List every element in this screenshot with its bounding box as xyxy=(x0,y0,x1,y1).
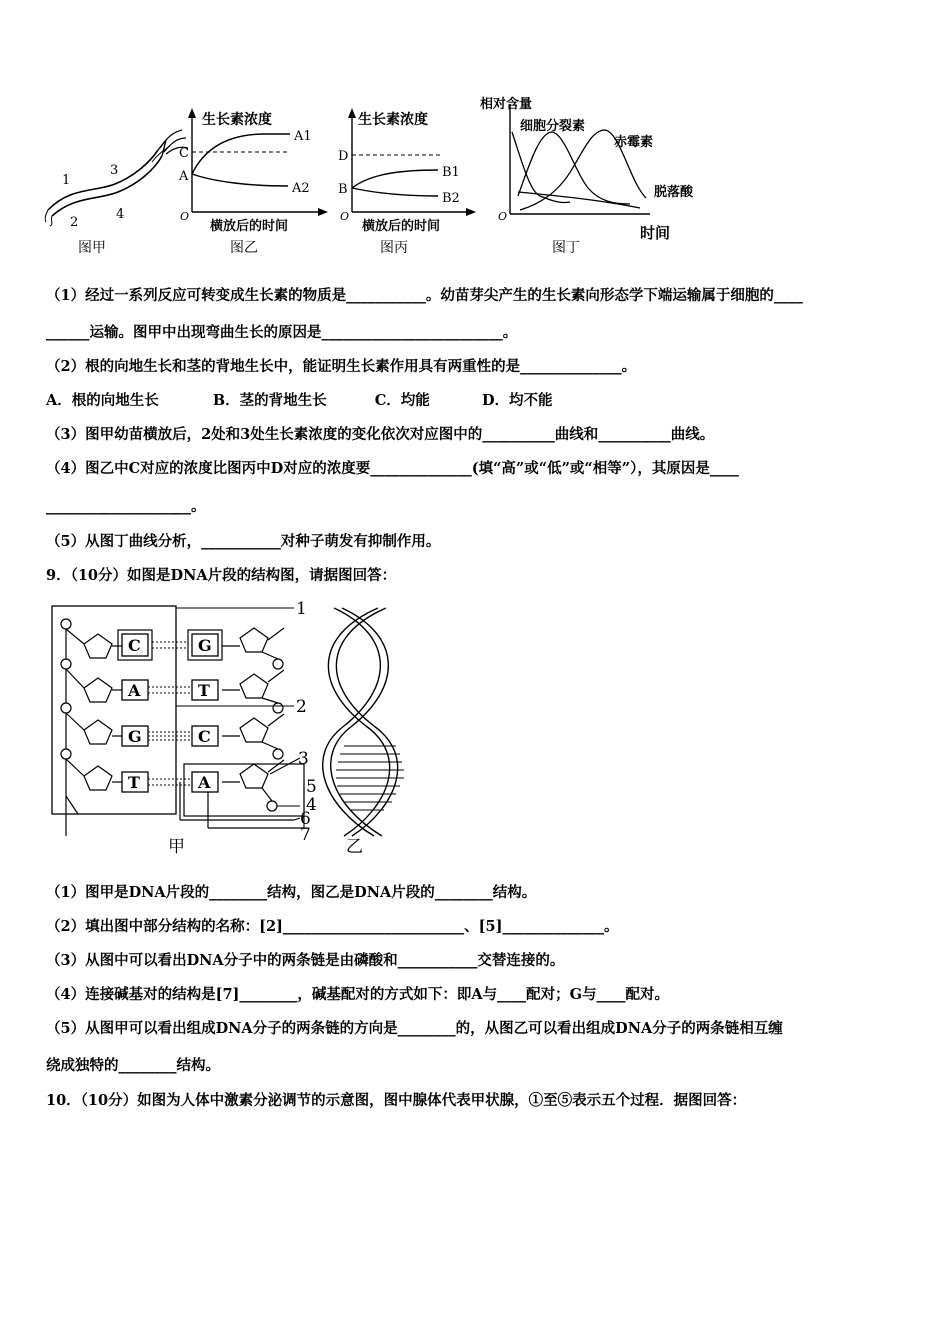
seedling-label-3: 3 xyxy=(110,163,119,178)
chart-yi-xlabel: 横放后的时间 xyxy=(210,219,289,234)
q8-option-a: A．根的向地生长 xyxy=(46,392,159,409)
caption-jia-dna: 甲 xyxy=(168,837,185,857)
chart-bing-tick-b: B xyxy=(338,182,348,197)
caption-bing: 图丙 xyxy=(380,240,408,256)
chart-ding-curve-aba: 脱落酸 xyxy=(654,185,694,200)
chart-yi-curve-a2: A2 xyxy=(292,181,310,196)
chart-yi-tick-c: C xyxy=(179,146,189,161)
label-4: 4 xyxy=(306,795,317,815)
q9-line-5: （5）从图甲可以看出组成DNA分子的两条链的方向是________的，从图乙可以看出组成DNA分子的两条链相互缠 xyxy=(46,1020,783,1037)
chart-yi-curve-a1: A1 xyxy=(294,129,312,144)
seedling-label-1: 1 xyxy=(62,173,71,188)
left-base-2: A xyxy=(128,681,141,700)
q9-line-1: （1）图甲是DNA片段的________结构，图乙是DNA片段的________结构。 xyxy=(46,884,537,901)
q10-title: 10．（10分）如图为人体中激素分泌调节的示意图，图中腺体代表甲状腺，①至⑤表示五个过程．据图回答： xyxy=(46,1092,747,1109)
q9-line-6: 绕成独特的________结构。 xyxy=(46,1057,220,1074)
label-2: 2 xyxy=(296,697,307,717)
label-1: 1 xyxy=(296,599,307,619)
q8-option-c: C．均能 xyxy=(374,392,430,409)
q8-line-5: （3）图甲幼苗横放后，2处和3处生长素浓度的变化依次对应图中的__________曲线和__________曲线。 xyxy=(46,426,715,443)
q8-line-2: ______运输。图甲中出现弯曲生长的原因是_________________________。 xyxy=(46,324,518,341)
left-base-boxes xyxy=(122,634,148,792)
q9-title: 9．（10分）如图是DNA片段的结构图，请据图回答： xyxy=(46,567,397,584)
label-6: 6 xyxy=(300,809,311,829)
caption-yi: 图乙 xyxy=(230,240,258,256)
caption-yi-dna: 乙 xyxy=(346,837,363,857)
chart-yi-tick-a: A xyxy=(179,169,189,184)
q9-line-4: （4）连接碱基对的结构是[7]________，碱基配对的方式如下：即A与____配对；G与____配对。 xyxy=(46,986,670,1003)
chart-ding-ylabel: 相对含量 xyxy=(480,97,533,112)
chart-bing-curve-b1: B1 xyxy=(442,165,460,180)
caption-ding: 图丁 xyxy=(552,240,580,256)
dna-structure-figure xyxy=(44,596,424,858)
right-base-3: C xyxy=(198,727,211,746)
helix-rungs xyxy=(336,746,404,810)
right-base-2: T xyxy=(198,681,210,700)
caption-jia: 图甲 xyxy=(78,240,106,256)
label-5: 5 xyxy=(306,777,317,797)
q8-option-d: D．均不能 xyxy=(481,392,553,409)
right-base-boxes xyxy=(192,634,218,792)
chart-bing-curve-b2: B2 xyxy=(442,191,460,206)
chart-bing-ylabel: 生长素浓度 xyxy=(358,112,428,128)
label-7: 7 xyxy=(300,825,311,845)
seedling-label-4: 4 xyxy=(116,207,125,222)
chart-yi-origin: O xyxy=(180,210,190,223)
q8-option-b: B．茎的背地生长 xyxy=(212,392,327,409)
chart-bing-xlabel: 横放后的时间 xyxy=(362,219,441,234)
chart-bing-origin: O xyxy=(340,210,350,223)
plant-hormone-figure xyxy=(40,92,740,262)
q8-line-1: （1）经过一系列反应可转变成生长素的物质是___________。幼苗芽尖产生的生长素向形态学下端运输属于细胞的____ xyxy=(46,287,803,304)
q8-line-3: （2）根的向地生长和茎的背地生长中，能证明生长素作用具有两重性的是______________。 xyxy=(46,358,637,375)
left-base-4: T xyxy=(128,773,140,792)
q8-line-8: （5）从图丁曲线分析，___________对种子萌发有抑制作用。 xyxy=(46,533,441,550)
chart-ding-origin: O xyxy=(498,210,508,223)
chart-ding-curve-gibberellin: 赤霉素 xyxy=(614,135,654,150)
right-strand xyxy=(222,628,284,811)
left-base-3: G xyxy=(128,727,142,746)
right-base-4: A xyxy=(198,773,211,792)
chart-ding-curve-cytokinin: 细胞分裂素 xyxy=(520,119,586,134)
right-base-1: G xyxy=(198,636,212,655)
chart-yi-ylabel: 生长素浓度 xyxy=(202,112,272,128)
q9-line-3: （3）从图中可以看出DNA分子中的两条链是由磷酸和___________交替连接的。 xyxy=(46,952,565,969)
left-strand xyxy=(61,619,122,814)
q8-options xyxy=(46,390,910,412)
left-base-1: C xyxy=(128,636,141,655)
chart-ding-xlabel: 时间 xyxy=(640,224,671,242)
label-3: 3 xyxy=(298,749,309,769)
seedling-label-2: 2 xyxy=(70,215,79,230)
q8-line-6: （4）图乙中C对应的浓度比图丙中D对应的浓度要______________(填“高”或“低”或“相等”），其原因是____ xyxy=(46,460,739,477)
q8-line-7: ____________________。 xyxy=(46,498,206,515)
chart-bing-tick-d: D xyxy=(338,149,349,164)
q9-line-2: （2）填出图中部分结构的名称：[2]_________________________、[5]______________。 xyxy=(46,918,619,935)
